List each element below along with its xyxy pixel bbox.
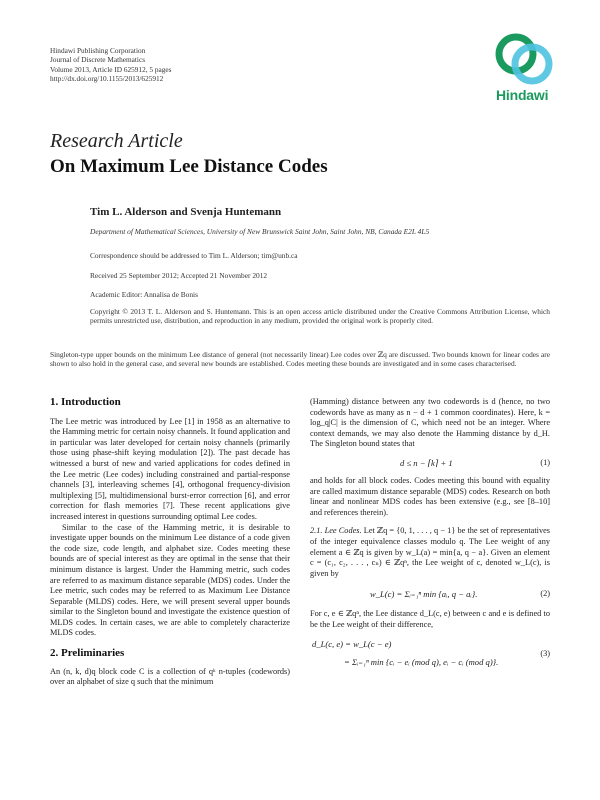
hindawi-logo-icon [490, 30, 560, 88]
intro-paragraph-1: The Lee metric was introduced by Lee [1] in 1958 as an alternative to the Hamming metric for certain noisy channels. It found application and in particular was later developed for certain noisy channels (primarily those using phase-shift keying modulation [2]). The past decade has witnessed a burst of new and varied applications for codes defined in the Lee metric (Lee codes) including constrained and partial-response channels [3], interleaving schemes [4], orthogonal frequency-division multiplexing [5], multidimensional burst-error correction [6], and error correction for flash memories [7]. These recent applications give increased interest in questions surrounding optimal Lee codes. [50, 416, 290, 521]
lee-codes-text: Let ℤq = {0, 1, . . . , q − 1} be the set of representatives of the integer equivalence classes modulo q. The Lee weight of any element a ∈ ℤq is given by w_L(a) = min{a, q − a}. Given an element c = (c₁, c₂, . . . , cₙ) ∈ ℤqⁿ, the Lee weight of c, denoted w_L(c), is given by [310, 526, 551, 578]
doi-link[interactable]: http://dx.doi.org/10.1155/2013/625912 [50, 74, 164, 84]
article-type: Research Article [50, 130, 183, 152]
intro-paragraph-2: Similar to the case of the Hamming metric, it is desirable to investigate upper bounds on the minimum Lee distance of a code given the code size, code length, and alphabet size. Codes meeting these bounds are of special interest as they are optimal in the sense that their minimum distance is largest. Under the Hamming metric, such codes are referred to as maximum distance separable (MDS) codes. Under the Lee metric, such codes may be referred to as Maximum Lee Distance Separable (MLDS) codes. Here, we will present several upper bounds similar to the Singleton bound and investigate the existence question of MLDS codes. In certain cases, we are able to completely characterize MLDS codes. [50, 522, 290, 638]
lee-codes-paragraph [310, 526, 550, 579]
copyright-notice: Copyright © 2013 T. L. Alderson and S. Huntemann. This is an open access article distributed under the Creative Commons Attribution License, which permits unrestricted use, distribution, and reproduction in any medium, provided the original work is properly cited. [90, 307, 550, 326]
authors: Tim L. Alderson and Svenja Huntemann [90, 206, 282, 218]
section-introduction-title: 1. Introduction [50, 396, 121, 408]
equation-1 [310, 450, 550, 476]
preliminaries-paragraph: An (n, k, d)q block code C is a collection of qᵏ n-tuples (codewords) over an alphabet of size q such that the minimum [50, 666, 290, 687]
equation-3-line-2: = Σᵢ₌₁ⁿ min {cᵢ − eᵢ (mod q), eᵢ − cᵢ (mod q)}. [344, 656, 499, 667]
section-preliminaries-title: 2. Preliminaries [50, 647, 125, 660]
affiliation: Department of Mathematical Sciences, University of New Brunswick Saint John, Saint John, NB, Canada E2L 4L5 [90, 227, 430, 236]
academic-editor: Academic Editor: Annalisa de Bonis [90, 290, 198, 299]
equation-3-number: (3) [540, 648, 550, 658]
abstract: Singleton-type upper bounds on the minimum Lee distance of general (not necessarily linear) Lee codes over ℤq are discussed. Two bounds known for linear codes are shown to also hold in the general case, and several new bounds are established. Codes meeting these bounds are investigated and in some cases characterised. [50, 350, 550, 369]
journal-name: Journal of Discrete Mathematics [50, 55, 146, 65]
page-title: On Maximum Lee Distance Codes [50, 156, 328, 177]
dates: Received 25 September 2012; Accepted 21 November 2012 [90, 271, 268, 280]
logo-text: Hindawi [496, 87, 549, 103]
lee-distance-paragraph: For c, e ∈ ℤqⁿ, the Lee distance d_L(c, e) between c and e is defined to be the Lee weight of their difference, [310, 609, 550, 629]
equation-1-number: (1) [540, 457, 550, 467]
right-column [310, 397, 550, 677]
equation-3-line-1: d_L(c, e) = w_L(c − e) [312, 638, 392, 649]
left-column [50, 397, 290, 688]
subsection-lee-codes-heading: 2.1. Lee Codes. [310, 526, 362, 536]
correspondence: Correspondence should be addressed to Tim L. Alderson; tim@unb.ca [90, 251, 298, 260]
equation-1-body: d ≤ n − ⌈k⌉ + 1 [400, 457, 453, 468]
volume-info: Volume 2013, Article ID 625912, 5 pages [50, 64, 172, 74]
journal-header [50, 46, 171, 84]
equation-3 [310, 631, 550, 677]
equation-2-body: w_L(c) = Σᵢ₌₁ⁿ min {aᵢ, q − aᵢ}. [370, 589, 478, 600]
equation-2 [310, 579, 550, 609]
mds-paragraph: and holds for all block codes. Codes meeting this bound with equality are called maximum distance separable (MDS) codes. Research on both linear and nonlinear MDS codes has been extensive (e.g., see [8–10] and references therein). [310, 475, 550, 517]
publisher: Hindawi Publishing Corporation [50, 46, 146, 55]
hindawi-logo [490, 30, 560, 106]
equation-2-number: (2) [540, 589, 550, 599]
singleton-paragraph: (Hamming) distance between any two codewords is d (hence, no two codewords have as many as n − d + 1 common coordinates). Here, k = log_q|C| is the dimension of C, which need not be an integer. Where context demands, we may also denote the Hamming distance by d_H. The Singleton bound states that [310, 397, 550, 449]
